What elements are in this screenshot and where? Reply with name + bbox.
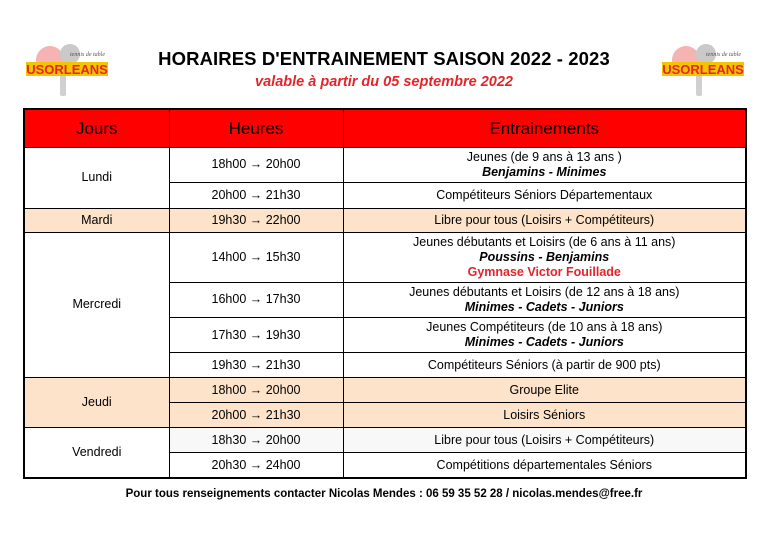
training-cell: Compétiteurs Séniors Départementaux	[343, 182, 746, 208]
training-categories: Minimes - Cadets - Juniors	[464, 299, 624, 314]
time-cell: 18h00 → 20h00	[169, 378, 343, 403]
column-header-jours: Jours	[24, 109, 169, 147]
time-cell: 20h00 → 21h30	[169, 403, 343, 428]
contact-footer: Pour tous renseignements contacter Nicolas Mendes : 06 59 35 52 28 / nicolas.mendes@free.fr	[125, 488, 643, 500]
day-cell-mardi: Mardi	[24, 208, 169, 232]
column-header-heures: Heures	[169, 109, 343, 147]
training-categories: Minimes - Cadets - Juniors	[464, 335, 624, 350]
time-cell: 20h30 → 24h00	[169, 453, 343, 478]
svg-text:tennis de table: tennis de table	[706, 52, 741, 58]
training-cell: Groupe Elite	[343, 378, 746, 403]
table-row	[24, 378, 746, 403]
page-subtitle: valable à partir du 05 septembre 2022	[255, 74, 513, 90]
training-cell: Libre pour tous (Loisirs + Compétiteurs)	[343, 208, 746, 232]
table-header-row	[24, 109, 746, 147]
training-location: Gymnase Victor Fouillade	[467, 264, 621, 279]
svg-text:USORLEANS: USORLEANS	[26, 62, 108, 77]
time-cell: 18h00 → 20h00	[169, 147, 343, 182]
training-categories: Benjamins - Minimes	[482, 164, 607, 179]
day-cell-jeudi: Jeudi	[24, 378, 169, 428]
training-cell: Compétiteurs Séniors (à partir de 900 pts)	[343, 353, 746, 378]
table-row	[24, 147, 746, 182]
time-cell: 16h00 → 17h30	[169, 282, 343, 317]
day-cell-mercredi: Mercredi	[24, 232, 169, 377]
training-description: Jeunes Compétiteurs (de 10 ans à 18 ans)	[426, 320, 663, 335]
svg-text:tennis de table: tennis de table	[70, 52, 105, 58]
training-cell: Loisirs Séniors	[343, 403, 746, 428]
training-cell	[343, 232, 746, 282]
schedule-table	[23, 108, 747, 479]
time-cell: 14h00 → 15h30	[169, 232, 343, 282]
table-row	[24, 232, 746, 282]
training-description: Jeunes débutants et Loisirs (de 12 ans à 18 ans)	[409, 284, 680, 299]
table-row	[24, 208, 746, 232]
training-categories: Poussins - Benjamins	[479, 249, 610, 264]
svg-text:USORLEANS: USORLEANS	[662, 62, 744, 77]
day-cell-vendredi: Vendredi	[24, 428, 169, 478]
time-cell: 17h30 → 19h30	[169, 317, 343, 352]
training-description: Jeunes (de 9 ans à 13 ans )	[466, 149, 622, 164]
time-cell: 18h30 → 20h00	[169, 428, 343, 453]
column-header-entrainements: Entrainements	[343, 109, 746, 147]
page-title: HORAIRES D'ENTRAINEMENT SAISON 2022 - 2023	[158, 48, 610, 69]
training-cell	[343, 147, 746, 182]
day-cell-lundi: Lundi	[24, 147, 169, 208]
table-row	[24, 428, 746, 453]
training-cell: Libre pour tous (Loisirs + Compétiteurs)	[343, 428, 746, 453]
time-cell: 19h30 → 21h30	[169, 353, 343, 378]
training-description: Jeunes débutants et Loisirs (de 6 ans à 11 ans)	[413, 234, 676, 249]
training-cell	[343, 282, 746, 317]
time-cell: 20h00 → 21h30	[169, 182, 343, 208]
training-cell: Compétitions départementales Séniors	[343, 453, 746, 478]
training-cell	[343, 317, 746, 352]
time-cell: 19h30 → 22h00	[169, 208, 343, 232]
